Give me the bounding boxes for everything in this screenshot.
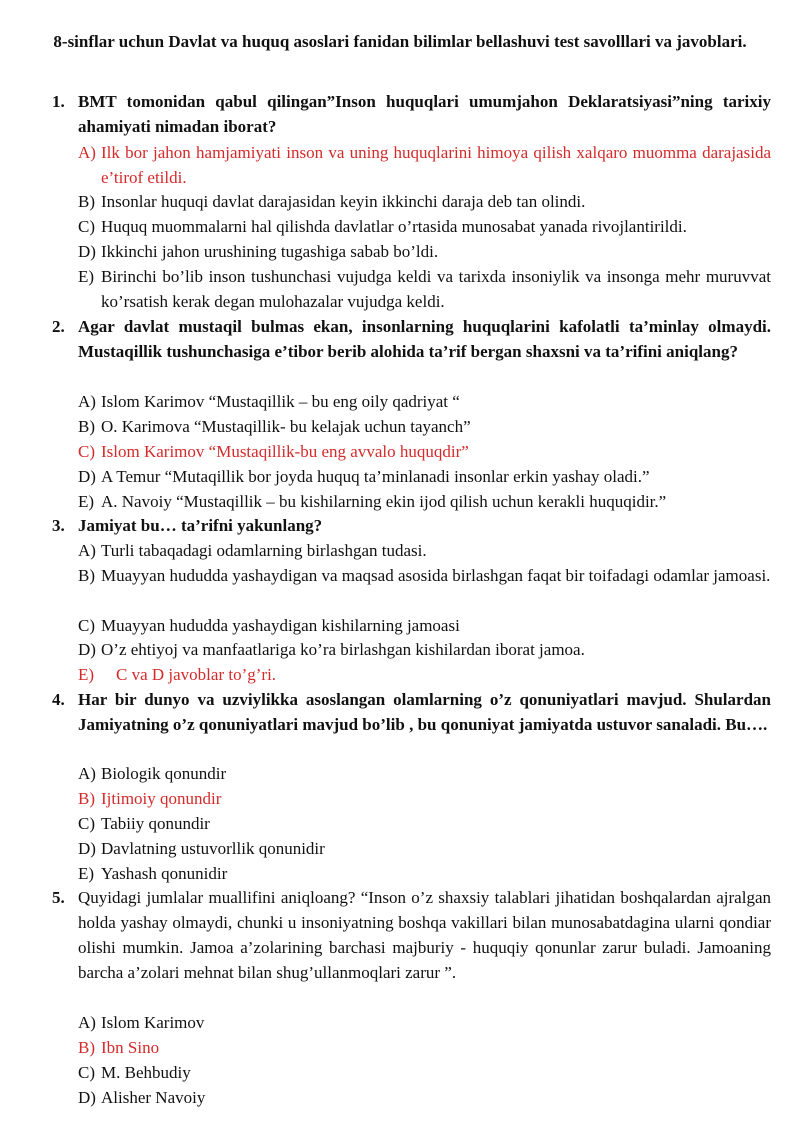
option-letter: B) [78,566,95,585]
answer-option-c [78,439,771,464]
question-number: 3. [52,516,65,535]
option-letter: D) [78,640,96,659]
question-text: BMT tomonidan qabul qilingan”Inson huquqlari umumjahon Deklaratsiyasi”ning tarixiy ahamiyati nimadan iborat? [78,92,771,136]
answer-option-d [78,836,771,861]
question-number: 1. [52,92,65,111]
answer-option-d [78,464,771,489]
answer-option-c [78,1060,771,1085]
option-text: Insonlar huquqi davlat darajasidan keyin ikkinchi daraja deb tan olindi. [101,192,586,211]
option-letter: D) [78,242,96,261]
option-text: Ikkinchi jahon urushining tugashiga sabab bo’ldi. [101,242,439,261]
answer-option-b [78,189,771,214]
answer-option-a [78,1010,771,1035]
option-text: Ijtimoiy qonundir [101,789,222,808]
option-letter: E) [78,665,95,684]
question-text: Har bir dunyo va uzviylikka asoslangan olamlarning o’z qonuniyatlari mavjud. Shulardan Jamiyatning o’z qonuniyatlari mavjud bo’lib , bu qonuniyat jamiyatda ustuvor sanaladi. Bu…. [78,690,771,734]
option-text: M. Behbudiy [101,1063,191,1082]
option-text: Alisher Navoiy [101,1088,206,1107]
answer-option-d [78,239,771,264]
answer-option-e [78,264,771,314]
question-text: Agar davlat mustaqil bulmas ekan, insonlarning huquqlarini kafolatli ta’minlay olmaydi. Mustaqillik tushunchasiga e’tibor berib alohida ta’rif bergan shaxsni va ta’rifini aniqlang? [78,317,771,361]
question-number: 4. [52,690,65,709]
question-number: 5. [52,888,65,907]
answer-option-c [78,214,771,239]
answer-option-b [78,563,771,588]
option-text: O. Karimova “Mustaqillik- bu kelajak uchun tayanch” [101,417,471,436]
question-text: Jamiyat bu… ta’rifni yakunlang? [78,516,323,535]
option-letter: A) [78,143,96,162]
answer-option-c [78,613,771,638]
document-title: 8-sinflar uchun Davlat va huquq asoslari fanidan bilimlar bellashuvi test savolllari va javoblari. [53,32,747,51]
answer-option-e [78,861,771,886]
option-text: Yashash qonunidir [101,864,228,883]
option-text: Ibn Sino [101,1038,160,1057]
option-letter: E) [78,492,95,511]
option-letter: C) [78,217,95,236]
answer-option-a [78,389,771,414]
option-text: A. Navoiy “Mustaqillik – bu kishilarning ekin ijod qilish uchun kerakli huquqidir.” [101,492,667,511]
option-letter: B) [78,192,95,211]
answer-option-a [78,761,771,786]
answer-option-b [78,786,771,811]
option-text: C va D javoblar to’g’ri. [116,665,277,684]
option-letter: E) [78,864,95,883]
option-letter: E) [78,267,95,286]
option-text: Islom Karimov [101,1013,205,1032]
option-letter: B) [78,417,95,436]
option-letter: D) [78,1088,96,1107]
question-text: Quyidagi jumlalar muallifini aniqloang? “Inson o’z shaxsiy talablari jihatidan boshqalardan ajralgan holda yashay olmaydi, chunki u insoniyatning boshqa vakillari bilan munosabatdagina ularni qondiar olishi mumkin. Jamoa a’zolarining barchasi majburiy - huquqiy qonunlar zarur buladi. Jamoaning barcha a’zolari mehnat bilan shug’ullanmoqlari zarur ”. [78,888,771,982]
option-text: Tabiiy qonundir [101,814,210,833]
option-letter: C) [78,442,95,461]
answer-option-c [78,811,771,836]
option-text: Islom Karimov “Mustaqillik-bu eng avvalo huquqdir” [101,442,469,461]
option-text: Birinchi bo’lib inson tushunchasi vujudga keldi va tarixda insoniylik va insonga mehr muruvvat ko’rsatish kerak degan mulohazalar vujudga keldi. [101,267,771,311]
option-text: A Temur “Mutaqillik bor joyda huquq ta’minlanadi insonlar erkin yashay oladi.” [101,467,650,486]
option-text: Islom Karimov “Mustaqillik – bu eng oily qadriyat “ [101,392,460,411]
option-text: Davlatning ustuvorllik qonunidir [101,839,325,858]
answer-option-e [78,489,771,514]
option-text: Biologik qonundir [101,764,227,783]
answer-option-a [78,538,771,563]
answer-option-e [78,662,771,687]
option-letter: A) [78,392,96,411]
option-letter: D) [78,467,96,486]
answer-option-b [78,1035,771,1060]
answer-option-b [78,414,771,439]
option-text: Huquq muommalarni hal qilishda davlatlar o’rtasida munosabat yanada rivojlantirildi. [101,217,687,236]
option-letter: A) [78,541,96,560]
option-letter: C) [78,814,95,833]
option-letter: B) [78,789,95,808]
option-text: Muayyan hududda yashaydigan kishilarning jamoasi [101,616,460,635]
question-number: 2. [52,317,65,336]
option-letter: A) [78,764,96,783]
option-text: Muayyan hududda yashaydigan va maqsad asosida birlashgan faqat bir toifadagi odamlar jamoasi. [101,566,771,585]
option-letter: D) [78,839,96,858]
option-letter: A) [78,1013,96,1032]
answer-option-d [78,1085,771,1110]
option-letter: C) [78,616,95,635]
option-text: O’z ehtiyoj va manfaatlariga ko’ra birlashgan kishilardan iborat jamoa. [101,640,585,659]
option-letter: B) [78,1038,95,1057]
answer-option-d [78,637,771,662]
answer-option-a [78,140,771,190]
option-text: Turli tabaqadagi odamlarning birlashgan tudasi. [101,541,427,560]
option-text: Ilk bor jahon hamjamiyati inson va uning huquqlarini himoya qilish xalqaro muomma darajasida e’tirof etildi. [101,143,771,187]
option-letter: C) [78,1063,95,1082]
